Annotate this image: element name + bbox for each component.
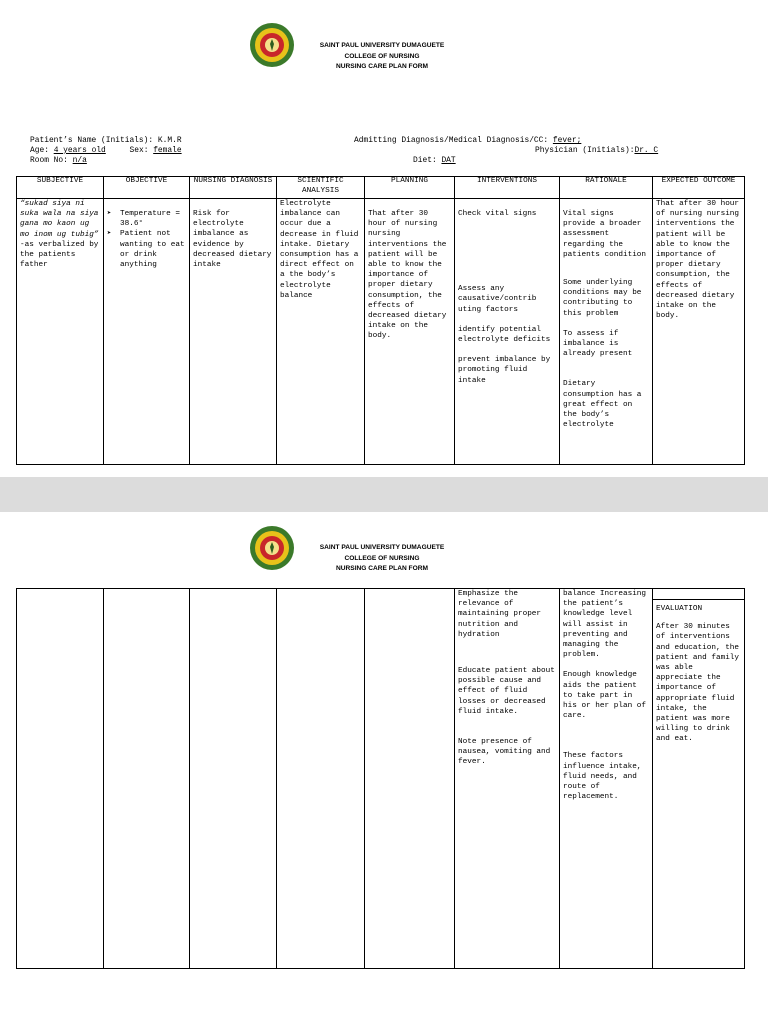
col-objective: OBJECTIVE	[104, 177, 190, 199]
cell-planning	[365, 199, 455, 465]
col-subjective: SUBJECTIVE	[17, 177, 104, 199]
age-sex-line	[30, 146, 182, 155]
col-rationale: RATIONALE	[560, 177, 653, 199]
col-scientific-analysis: SCIENTIFIC ANALYSIS	[277, 177, 365, 199]
diet-label: Diet:	[413, 156, 437, 165]
cell-interventions	[455, 589, 560, 969]
cell-rationale	[560, 199, 653, 465]
cell-analysis	[277, 199, 365, 465]
col-nursing-diagnosis: NURSING DIAGNOSIS	[190, 177, 277, 199]
intervention-item: prevent imbalance by promoting fluid intake	[458, 356, 551, 385]
table-header-row	[17, 177, 745, 199]
diet-value: DAT	[441, 156, 456, 165]
form-header	[312, 543, 452, 575]
care-plan-table-continued	[16, 588, 745, 969]
list-item: ➤ Patient not wanting to eat or drink anything	[107, 229, 186, 270]
rationale-item: To assess if imbalance is already present	[563, 329, 633, 359]
form-page-1	[0, 0, 768, 477]
table-row	[17, 589, 745, 969]
patient-name-value: K.M.R	[157, 136, 182, 145]
diagnosis-text: Risk for electrolyte imbalance as evidence by decreased dietary intake	[193, 210, 272, 270]
rationale-item: Dietary consumption has a great effect on the body’s electrolyte	[563, 380, 642, 430]
age-value: 4 years old	[53, 146, 106, 155]
rationale-item: Some underlying conditions may be contributing to this problem	[563, 279, 642, 318]
intervention-item: Educate patient about possible cause and effect of fluid losses or decreased fluid intake.	[458, 667, 555, 716]
cell-analysis	[277, 589, 365, 969]
intervention-item: Check vital signs	[458, 210, 537, 218]
table-row	[17, 199, 745, 465]
room-line	[30, 156, 87, 165]
university-seal-logo	[249, 525, 295, 571]
university-name: SAINT PAUL UNIVERSITY DUMAGUETE	[319, 42, 445, 49]
patient-name-line	[30, 136, 182, 145]
cell-subjective	[17, 199, 104, 465]
objective-list	[107, 209, 186, 270]
diagnosis-line	[354, 136, 581, 145]
cell-subjective	[17, 589, 104, 969]
rationale-item: balance Increasing the patient’s knowledge level will assist in preventing and managing the problem.	[563, 590, 647, 660]
patient-name-label: Patient’s Name (Initials):	[30, 136, 154, 145]
subjective-quote: “sukad siya ni suka wala na siya gana mo kaon ug mo inom ug tubig”	[20, 200, 99, 239]
col-expected-outcome: EXPECTED OUTCOME	[653, 177, 745, 199]
university-seal-logo	[249, 22, 295, 68]
subjective-source: -as verbalized by the patients father	[20, 240, 99, 270]
care-plan-table	[16, 176, 745, 465]
cell-planning	[365, 589, 455, 969]
diagnosis-label: Admitting Diagnosis/Medical Diagnosis/CC:	[354, 136, 549, 145]
cell-diagnosis	[190, 199, 277, 465]
form-title: NURSING CARE PLAN FORM	[336, 63, 428, 70]
university-name: SAINT PAUL UNIVERSITY DUMAGUETE	[319, 544, 445, 551]
sex-value: female	[153, 146, 182, 155]
intervention-item: identify potential electrolyte deficits	[458, 325, 551, 345]
form-title: NURSING CARE PLAN FORM	[336, 565, 428, 572]
rationale-item: These factors influence intake, fluid needs, and route of replacement.	[563, 752, 642, 802]
college-name: COLLEGE OF NURSING	[344, 52, 420, 60]
cell-interventions	[455, 199, 560, 465]
room-value: n/a	[72, 156, 87, 165]
sex-label: Sex:	[129, 146, 149, 155]
intervention-item: Emphasize the relevance of maintaining proper nutrition and hydration	[458, 590, 542, 639]
outcome-text: That after 30 hour of nursing nursing interventions the patient will be able to know the importance of proper dietary consumption, the effects of decreased dietary intake on the body.	[656, 200, 740, 321]
cell-objective	[104, 199, 190, 465]
college-name: COLLEGE OF NURSING	[344, 554, 420, 562]
rationale-item: Enough knowledge aids the patient to take part in his or her plan of care.	[563, 671, 647, 721]
evaluation-text: After 30 minutes of interventions and education, the patient and family was able appreciate the importance of appropriate fluid intake, the patient was more willing to drink and eat.	[656, 623, 740, 744]
form-page-2	[0, 512, 768, 1024]
form-header	[312, 41, 452, 73]
evaluation-heading: EVALUATION	[653, 599, 744, 614]
cell-expected-outcome	[653, 199, 745, 465]
planning-text: That after 30 hour of nursing nursing interventions the patient will be able to know the importance of proper dietary consumption, the effects of decreased dietary intake on the body.	[368, 210, 447, 341]
cell-diagnosis	[190, 589, 277, 969]
intervention-item: Note presence of nausea, vomiting and fever.	[458, 738, 551, 767]
cell-rationale	[560, 589, 653, 969]
physician-label: Physician (Initials):	[535, 146, 635, 155]
rationale-item: Vital signs provide a broader assessment regarding the patients condition	[563, 210, 647, 259]
cell-evaluation	[653, 589, 745, 969]
list-item: ➤ Temperature = 38.6°	[107, 209, 186, 229]
col-planning: PLANNING	[365, 177, 455, 199]
age-label: Age:	[30, 146, 49, 155]
diagnosis-value: fever;	[552, 136, 582, 145]
intervention-item: Assess any causative/contrib uting factors	[458, 285, 537, 314]
diet-line	[413, 156, 456, 165]
analysis-text: Electrolyte imbalance can occur due a decrease in fluid intake. Dietary consumption has a direct effect on a the body’s electrolyte balance	[280, 200, 359, 300]
physician-value: Dr. C	[634, 146, 659, 155]
cell-objective	[104, 589, 190, 969]
col-interventions: INTERVENTIONS	[455, 177, 560, 199]
physician-line	[535, 146, 658, 155]
room-label: Room No:	[30, 156, 68, 165]
